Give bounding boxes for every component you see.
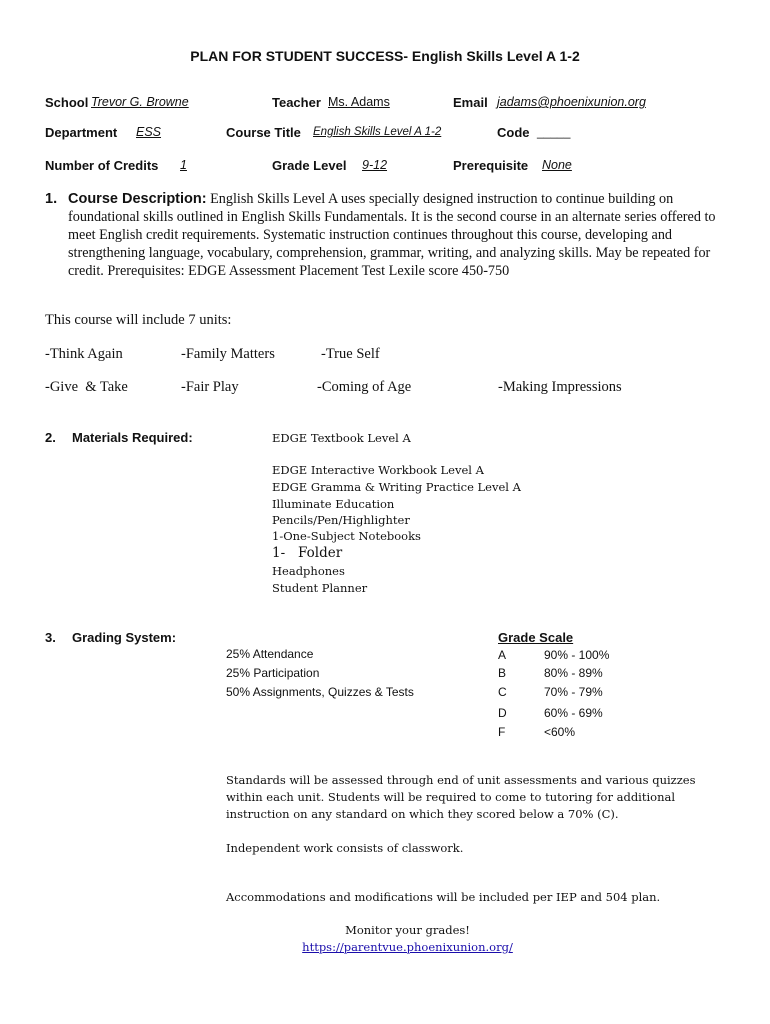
material-item: EDGE Textbook Level A (272, 431, 411, 445)
grade-range: 80% - 89% (544, 666, 603, 680)
prerequisite-label: Prerequisite (453, 158, 529, 173)
material-item: EDGE Gramma & Writing Practice Level A (272, 480, 521, 494)
department-value: ESS (136, 125, 162, 139)
unit-item: -Fair Play (181, 379, 239, 395)
grade-level-label: Grade Level (272, 158, 347, 173)
material-item: Student Planner (272, 581, 368, 595)
course-description-text: English Skills Level A uses specially designed instruction to continue building on foundational skills outlined in English Skills Fundamentals. It is the second course in an alternate series offered to meet English credit requirements. Systematic instruction continues throughout this course, developing and strengthening language, vocabulary, comprehension, grammar, writing, and analyzing skills. May be repeated for credit. Prerequisites: EDGE Assessment Placement Test Lexile score 450-750 (68, 191, 716, 279)
accommodations-note: Accommodations and modifications will be included per IEP and 504 plan. (226, 890, 661, 904)
grade-weight: 50% Assignments, Quizzes & Tests (226, 685, 414, 699)
material-item: 1-One-Subject Notebooks (272, 529, 421, 543)
email-label: Email (453, 95, 488, 110)
credits-label: Number of Credits (45, 158, 159, 173)
teacher-value: Ms. Adams (328, 95, 390, 109)
grade-scale-title: Grade Scale (498, 630, 574, 645)
unit-item: -True Self (321, 346, 380, 362)
course-description (68, 190, 738, 280)
school-label: School (45, 95, 89, 110)
unit-item: -Family Matters (181, 346, 275, 362)
grade-letter: F (498, 725, 506, 739)
units-intro: This course will include 7 units: (45, 312, 232, 328)
grade-weight: 25% Attendance (226, 647, 314, 661)
material-item: Pencils/Pen/Highlighter (272, 513, 410, 527)
department-label: Department (45, 125, 118, 140)
section-1-number: 1. (45, 191, 58, 207)
grade-letter: C (498, 685, 507, 699)
material-item: Illuminate Education (272, 497, 395, 511)
grade-letter: D (498, 706, 507, 720)
code-value: _____ (537, 125, 571, 139)
document-title: PLAN FOR STUDENT SUCCESS- English Skills Level A 1-2 (190, 48, 580, 64)
school-value: Trevor G. Browne (91, 95, 189, 109)
grade-letter: B (498, 666, 507, 680)
unit-item: -Making Impressions (498, 379, 622, 395)
grade-range: 90% - 100% (544, 648, 610, 662)
unit-item: -Give & Take (45, 379, 128, 395)
teacher-label: Teacher (272, 95, 321, 110)
section-3-number: 3. (45, 630, 56, 645)
prerequisite-value: None (542, 158, 572, 172)
material-item: EDGE Interactive Workbook Level A (272, 463, 484, 477)
section-2-number: 2. (45, 430, 56, 445)
unit-item: -Think Again (45, 346, 123, 362)
materials-heading: Materials Required: (72, 430, 193, 445)
course-title-value: English Skills Level A 1-2 (313, 126, 442, 138)
independent-work-note: Independent work consists of classwork. (226, 841, 464, 855)
code-label: Code (497, 125, 530, 140)
grading-heading: Grading System: (72, 630, 177, 645)
monitor-grades-text: Monitor your grades! (345, 923, 470, 937)
parentvue-link-row (0, 940, 770, 954)
grade-range: <60% (544, 725, 576, 739)
course-description-heading: Course Description: (68, 191, 207, 207)
grade-range: 70% - 79% (544, 685, 603, 699)
credits-value: 1 (180, 158, 187, 172)
unit-item: -Coming of Age (317, 379, 412, 395)
standards-note: Standards will be assessed through end of unit assessments and various quizzes within each unit. Students will be required to come to tutoring for additional instruction on any standard on which they scored below a 70% (C). (226, 773, 696, 821)
material-item: 1- Folder (272, 545, 343, 561)
course-title-label: Course Title (226, 125, 301, 140)
parentvue-link[interactable]: https://parentvue.phoenixunion.org/ (302, 940, 513, 954)
grade-letter: A (498, 648, 507, 662)
material-item: Headphones (272, 564, 345, 578)
grade-level-value: 9-12 (362, 158, 388, 172)
grade-range: 60% - 69% (544, 706, 603, 720)
email-value: jadams@phoenixunion.org (497, 95, 646, 109)
grade-weight: 25% Participation (226, 666, 320, 680)
